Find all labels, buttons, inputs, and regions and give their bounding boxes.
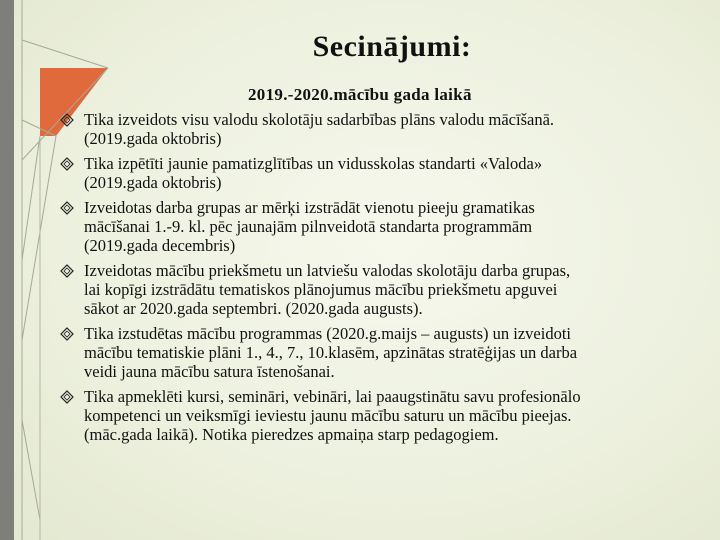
bullet-item [58,198,698,255]
bullet-line: mācību tematiskie plāni 1., 4., 7., 10.klasēm, apzinātas stratēģijas un darba [84,343,578,362]
bullet-line: Izveidotas mācību priekšmetu un latviešu valodas skolotāju darba grupas, [84,261,571,280]
bullet-line: lai kopīgi izstrādātu tematiskos plānojumus mācību priekšmetu apguvei [84,280,558,299]
diamond-outline-icon [60,201,74,215]
bullet-line: Tika izpētīti jaunie pamatizglītības un vidusskolas standarti «Valoda» [84,154,543,173]
bullet-item [58,110,698,148]
bullet-line: Tika izveidots visu valodu skolotāju sadarbības plāns valodu mācīšanā. [84,110,555,129]
diamond-outline-icon [60,327,74,341]
bullet-line: sākot ar 2020.gada septembri. (2020.gada augusts). [84,299,423,318]
diamond-outline-icon [60,157,74,171]
bullet-line: (māc.gada laikā). Notika pieredzes apmaiņa starp pedagogiem. [84,425,499,444]
bullet-line: (2019.gada decembris) [84,236,236,255]
bullet-line: Tika izstudētas mācību programmas (2020.g.maijs – augusts) un izveidoti [84,324,571,343]
bullet-line: Tika apmeklēti kursi, semināri, vebināri, lai paaugstinātu savu profesionālo [84,387,581,406]
bullet-line: (2019.gada oktobris) [84,129,222,148]
bullet-line: kompetenci un veiksmīgi ieviestu jaunu mācību saturu un mācību pieejas. [84,406,572,425]
bullet-item [58,324,698,381]
bullet-line: veidi jauna mācību satura īstenošanai. [84,362,335,381]
slide-title: Secinājumi: [312,30,472,63]
bullet-list [58,110,698,448]
slide-subtitle: 2019.-2020.mācību gada laikā [248,85,472,104]
bullet-item [58,154,698,192]
diamond-outline-icon [60,390,74,404]
bullet-line: (2019.gada oktobris) [84,173,222,192]
bullet-item [58,387,698,444]
diamond-outline-icon [60,113,74,127]
bullet-item [58,261,698,318]
diamond-outline-icon [60,264,74,278]
bullet-line: Izveidotas darba grupas ar mērķi izstrādāt vienotu pieeju gramatikas [84,198,535,217]
bullet-line: mācīšanai 1.-9. kl. pēc jaunajām pilnveidotā standarta programmām [84,217,533,236]
